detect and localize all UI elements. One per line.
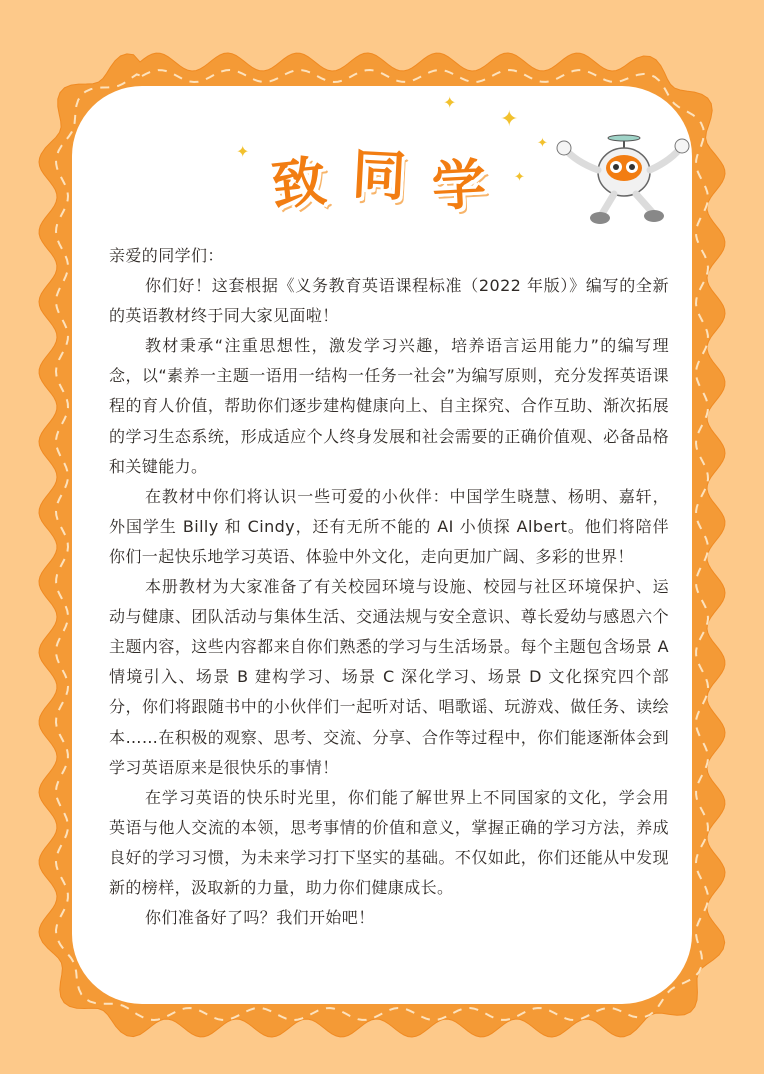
page-title [240, 140, 530, 220]
sparkle-icon: ✦ [537, 136, 548, 151]
paragraph: 教材秉承“注重思想性，激发学习兴趣，培养语言运用能力”的编写理念，以“素养一主题一语用一结构一任务一社会”为编写原则，充分发挥英语课程的育人价值，帮助你们逐步建构健康向上、自主探究、合作互助、渐次拓展的学习生态系统，形成适应个人终身发展和社会需要的正确价值观、必备品格和关键能力。 [109, 336, 669, 476]
paragraph: 本册教材为大家准备了有关校园环境与设施、校园与社区环境保护、运动与健康、团队活动与集体生活、交通法规与安全意识、尊长爱幼与感恩六个主题内容，这些内容都来自你们熟悉的学习与生活场景。每个主题包含场景 A 情境引入、场景 B 建构学习、场景 C 深化学习、场景 D 文化探究四个部分，你们将跟随书中的小伙伴们一起听对话、唱歌谣、玩游戏、做任务、读绘本……在积极的观察、思考、交流、分享、合作等过程中，你们能逐渐体会到学习英语原来是很快乐的事情！ [109, 577, 669, 777]
title-char: 同 [350, 142, 408, 209]
paragraph: 在教材中你们将认识一些可爱的小伙伴：中国学生晓慧、杨明、嘉轩，外国学生 Billy 和 Cindy，还有无所不能的 AI 小侦探 Albert。他们将陪伴你们一起快乐地学习英语、体验中外文化，走向更加广阔、多彩的世界！ [109, 486, 669, 566]
sparkle-icon: ✦ [514, 170, 525, 185]
greeting: 亲爱的同学们： [109, 246, 224, 265]
sparkle-icon: ✦ [500, 107, 519, 132]
title-char: 学 [430, 152, 488, 219]
robot-mascot-illustration [556, 134, 692, 230]
paragraph: 你们好！这套根据《义务教育英语课程标准（2022 年版）》编写的全新的英语教材终于同大家见面啦！ [109, 276, 669, 326]
paragraph: 你们准备好了吗？我们开始吧！ [145, 908, 375, 928]
sparkle-icon: ✦ [443, 93, 457, 112]
paragraph: 在学习英语的快乐时光里，你们能了解世界上不同国家的文化，学会用英语与他人交流的本领，思考事情的价值和意义，掌握正确的学习方法，养成良好的学习习惯，为未来学习打下坚实的基础。不仅如此，你们还能从中发现新的榜样，汲取新的力量，助力你们健康成长。 [109, 787, 669, 897]
title-char: 致 [268, 149, 330, 218]
letter-body [109, 241, 669, 933]
sparkle-icon: ✦ [236, 142, 250, 161]
